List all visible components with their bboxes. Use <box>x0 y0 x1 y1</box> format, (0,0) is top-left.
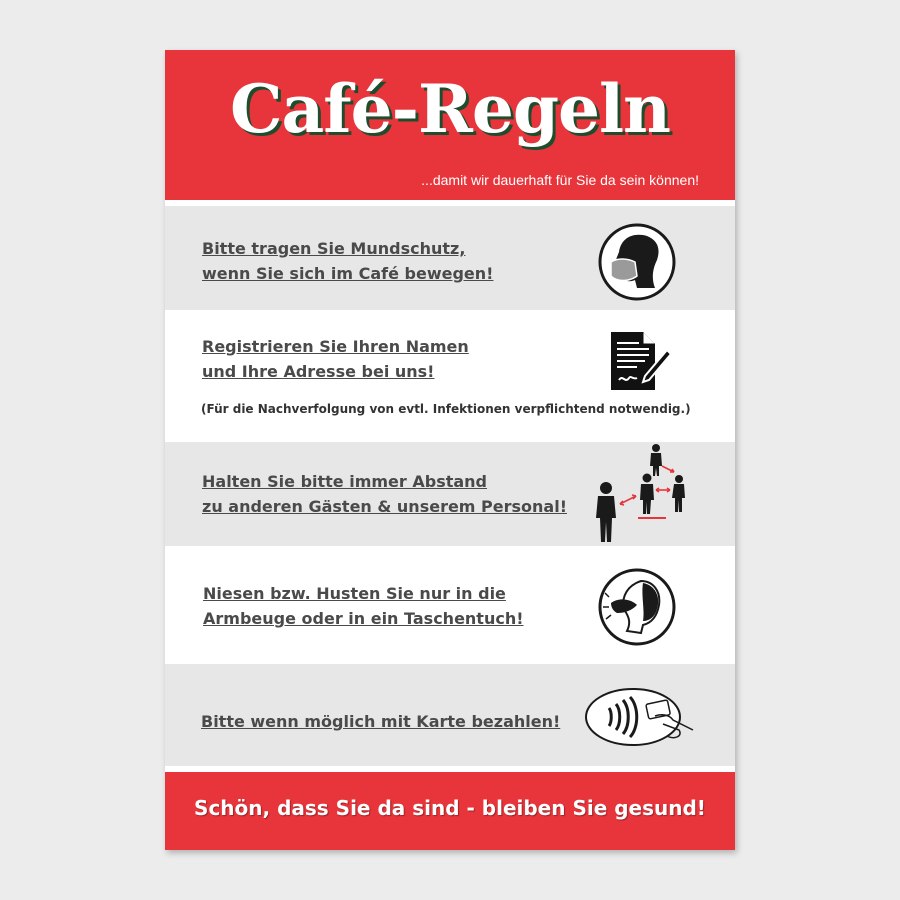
rule-line: Registrieren Sie Ihren Namen <box>202 337 469 356</box>
rule-line: Armbeuge oder in ein Taschentuch! <box>203 609 524 628</box>
poster-subtitle: ...damit wir dauerhaft für Sie da sein können! <box>421 172 699 188</box>
rule-text-mask <box>202 236 493 286</box>
poster <box>165 50 735 850</box>
rule-text-card <box>201 709 560 734</box>
rule-row-card <box>165 664 735 766</box>
sneeze-elbow-icon <box>597 567 677 647</box>
rule-note-register: (Für die Nachverfolgung von evtl. Infektionen verpflichtend notwendig.) <box>201 402 691 416</box>
poster-title: Café-Regeln <box>229 70 671 148</box>
rule-row-mask <box>165 206 735 310</box>
rule-line: Niesen bzw. Husten Sie nur in die <box>203 584 506 603</box>
face-mask-icon <box>597 222 677 302</box>
rule-text-register <box>202 334 469 384</box>
contactless-payment-icon <box>583 686 697 748</box>
footer-text: Schön, dass Sie da sind - bleiben Sie gesund! <box>194 796 706 820</box>
rule-row-distance <box>165 442 735 546</box>
header-banner <box>165 50 735 200</box>
rule-line: Bitte tragen Sie Mundschutz, <box>202 239 466 258</box>
rule-line: Bitte wenn möglich mit Karte bezahlen! <box>201 712 561 731</box>
rule-line: Halten Sie bitte immer Abstand <box>202 472 488 491</box>
social-distance-icon <box>590 442 690 546</box>
rule-text-distance <box>202 469 567 519</box>
footer-banner <box>165 772 735 850</box>
rule-row-register <box>165 310 735 442</box>
rule-text-sneeze <box>203 581 524 631</box>
rule-row-sneeze <box>165 546 735 664</box>
document-sign-icon <box>609 330 673 392</box>
rule-line: zu anderen Gästen & unserem Personal! <box>202 497 567 516</box>
rule-line: und Ihre Adresse bei uns! <box>202 362 435 381</box>
rule-line: wenn Sie sich im Café bewegen! <box>202 264 494 283</box>
